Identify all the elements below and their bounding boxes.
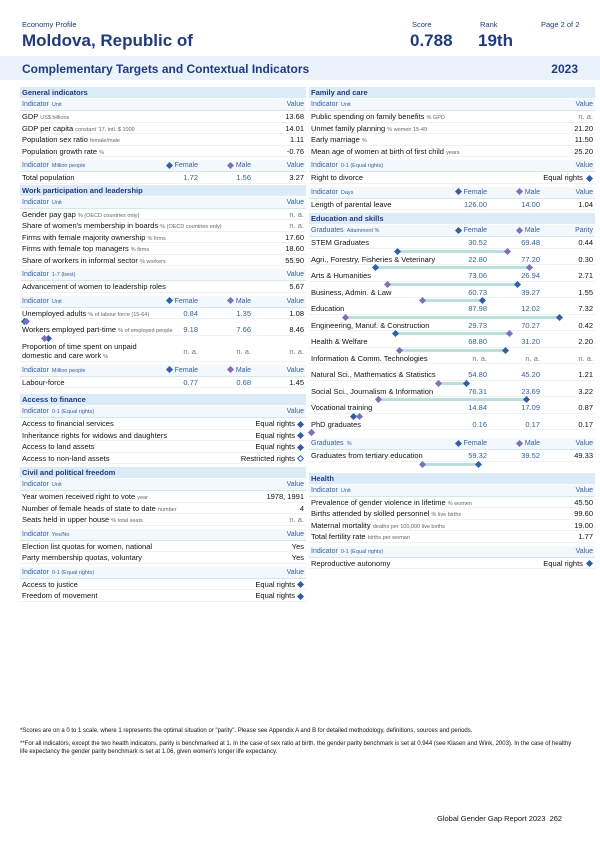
left-column	[20, 87, 306, 602]
indicator-name: PhD graduates	[311, 419, 362, 429]
indicator-value: 0.17	[578, 419, 593, 429]
indicator-value: Yes	[291, 541, 304, 551]
section-band	[0, 56, 600, 80]
indicator-unit: % (OECD countries only)	[160, 224, 222, 230]
indicator-row	[20, 123, 306, 135]
page-label: Page 2 of 2	[541, 20, 580, 29]
rights-text: Equal rights	[255, 419, 295, 428]
indicator-row	[20, 220, 306, 232]
indicator-unit: % of labour force (15-64)	[88, 311, 150, 318]
male-value: 7.66	[236, 325, 251, 334]
indicator-row	[20, 514, 306, 526]
adv-header: Indicator 1-7 (best) Value	[20, 269, 306, 281]
health-header: Indicator Unit Value	[309, 485, 595, 497]
band-year: 2023	[551, 62, 578, 76]
female-value: 9.18	[183, 325, 198, 334]
indicator-unit: % workers	[139, 258, 166, 265]
quota-header: Indicator Yes/No Value	[20, 529, 306, 541]
rights-row	[20, 590, 306, 602]
rights-row	[20, 418, 306, 430]
right-column	[309, 87, 595, 569]
indicator-name: Access to non-land assets	[22, 453, 110, 463]
indicator-value: 11.50	[574, 135, 593, 144]
health-section-title: Health	[309, 473, 595, 484]
indicator-name: Population growth rate	[22, 146, 98, 156]
indicator-value: 0.30	[578, 254, 593, 264]
indicator-row	[20, 111, 306, 123]
indicator-row	[20, 232, 306, 244]
leave-header: Indicator Days Female Male Value	[309, 187, 595, 199]
gender-bar	[395, 332, 509, 335]
indicator-value: 17.60	[285, 232, 304, 242]
male-value: 26.94	[521, 271, 540, 280]
gender-bar	[397, 250, 507, 253]
rights-row	[20, 579, 306, 591]
rights-row	[20, 430, 306, 442]
indicator-row	[309, 531, 595, 543]
male-value: 77.20	[521, 254, 540, 264]
indicator-unit: % total seats	[111, 518, 143, 524]
indicator-value: -0.76	[286, 146, 304, 156]
indicator-row	[20, 324, 306, 336]
rights-diamond-icon	[297, 592, 304, 599]
female-value: 54.80	[468, 370, 487, 379]
indicator-value: 19.00	[574, 520, 593, 530]
indicator-name: Number of female heads of state to date	[22, 503, 156, 513]
male-value: 23.69	[521, 386, 540, 396]
tertiary-row	[309, 450, 595, 462]
indicator-row	[309, 134, 595, 146]
female-value: 73.06	[468, 271, 487, 280]
indicator-value: 7.32	[578, 304, 593, 313]
indicator-name: Unmet family planning	[311, 123, 386, 133]
indicator-name: Graduates from tertiary education	[311, 451, 423, 460]
indicator-unit: %	[99, 149, 105, 156]
female-value: 29.73	[468, 320, 487, 330]
indicator-unit: female/male	[89, 138, 120, 144]
indicator-name: Natural Sci., Mathematics & Statistics	[311, 370, 436, 379]
divorce-row: Right to divorce Equal rights	[309, 172, 595, 184]
indicator-row	[20, 503, 306, 515]
indicator-name: Year women received right to vote	[22, 492, 136, 501]
gender-bar	[422, 463, 478, 466]
repro-header: Indicator 0-1 (Equal rights) Value	[309, 546, 595, 558]
indicator-name: Agri., Forestry, Fisheries & Veterinary	[311, 254, 436, 264]
indicator-row	[309, 419, 595, 431]
indicator-row	[309, 254, 595, 266]
indicator-row	[20, 491, 306, 503]
gender-bar	[422, 299, 483, 302]
indicator-value: 0.42	[578, 320, 593, 330]
indicator-value: 1978, 1991	[266, 492, 304, 501]
indicator-name: Firms with female majority ownership	[22, 232, 146, 242]
tertiary-header: Graduates % Female Male Value	[309, 438, 595, 450]
indicator-row	[20, 243, 306, 255]
indicator-value: n. a.	[289, 221, 304, 230]
indicator-value: 99.60	[574, 509, 593, 518]
indicator-unit: year	[137, 495, 148, 501]
indicator-row	[20, 552, 306, 564]
indicator-name: Freedom of movement	[22, 591, 98, 600]
indicator-name: GDP	[22, 112, 39, 121]
reproductive-autonomy-row: Reproductive autonomy Equal rights	[309, 558, 595, 570]
unemp-header: Indicator Unit Female Male Value	[20, 296, 306, 308]
rights-value	[241, 453, 304, 465]
indicator-value: 55.90	[285, 255, 304, 265]
indicator-row	[309, 336, 595, 348]
indicator-name: Share of workers in informal sector	[22, 255, 138, 265]
rights-diamond-icon	[297, 455, 304, 462]
rights-diamond-icon	[297, 581, 304, 588]
indicator-name: Public spending on family benefits	[311, 112, 425, 121]
indicator-name: Proportion of time spent on unpaid domestic and care work	[22, 341, 137, 360]
indicator-unit: deaths per 100,000 live births	[372, 523, 445, 530]
indicator-row	[309, 111, 595, 123]
indicator-value: 1.55	[578, 287, 593, 297]
profile-label: Economy Profile	[22, 20, 77, 29]
education-header: Graduates Attainment % Female Male Parity	[309, 225, 595, 237]
male-value: 69.48	[521, 238, 540, 247]
gender-bar	[345, 316, 559, 319]
female-value: 0.16	[472, 419, 487, 429]
indicator-value: 0.87	[578, 403, 593, 412]
indicator-row	[309, 146, 595, 158]
male-value: 0.17	[525, 419, 540, 429]
indicator-name: Engineering, Manuf. & Construction	[311, 320, 430, 330]
indicator-value: n. a.	[578, 353, 593, 363]
indicator-row	[309, 520, 595, 532]
indicator-value: Yes	[291, 553, 304, 562]
indicator-row	[309, 369, 595, 381]
female-value: 14.84	[468, 403, 487, 412]
indicator-unit: % women	[447, 500, 472, 507]
indicator-unit: % women 15-49	[387, 126, 428, 133]
female-value: n. a.	[183, 346, 198, 356]
indicator-name: GDP per capita	[22, 123, 74, 133]
indicator-name: Firms with female top managers	[22, 244, 129, 253]
finance-section-title: Access to finance	[20, 394, 306, 405]
indicator-unit: %	[103, 354, 109, 360]
gender-bar	[375, 266, 528, 269]
family-section-title: Family and care	[309, 87, 595, 98]
footnote-2: **For all indicators, except the two health indicators, parity is benchmarked at 1. In the case of sex ratio at birth, the gender parity benchmark is set at 0.944 (see Klasen and Wink, 2003). In the case of healthy life expectancy the gender parity benchmark is set at 1.06, given women's longer life expectancy.	[20, 741, 572, 755]
gender-bar	[378, 398, 526, 401]
indicator-value: n. a.	[578, 112, 593, 121]
family-header: Indicator Unit Value	[309, 99, 595, 111]
indicator-value: n. a.	[289, 515, 304, 524]
male-value: 39.52	[521, 451, 540, 460]
indicator-name: STEM Graduates	[311, 238, 369, 247]
male-value: 17.09	[521, 403, 540, 412]
indicator-value: 2.20	[578, 337, 593, 346]
indicator-name: Maternal mortality	[311, 520, 371, 530]
indicator-name: Population sex ratio	[22, 135, 88, 144]
indicator-value: 3.22	[578, 386, 593, 396]
indicator-name: Prevalence of gender violence in lifetime	[311, 497, 446, 507]
male-marker-icon	[308, 429, 315, 436]
indicator-name: Access to land assets	[22, 442, 95, 451]
male-value: 31.20	[521, 337, 540, 346]
indicator-name: Total fertility rate	[311, 532, 366, 541]
total-population-row: Total population 1.72 1.56 3.27	[22, 173, 304, 182]
indicator-value: 1.11	[289, 135, 304, 144]
indicator-row	[309, 237, 595, 249]
male-value: 1.35	[236, 308, 251, 318]
indicator-value: 21.20	[574, 123, 593, 133]
report-name: Global Gender Gap Report 2023 262	[437, 814, 563, 823]
parental-leave-row: Length of parental leave 126.00 14.00 1.04	[311, 199, 593, 209]
pop-header: Indicator Million people Female Male Value	[20, 160, 306, 172]
work-section-title: Work participation and leadership	[20, 185, 306, 196]
female-value: 76.31	[468, 386, 487, 396]
indicator-row	[20, 134, 306, 146]
indicator-name: Seats held in upper house	[22, 515, 110, 524]
male-value: n. a.	[236, 346, 251, 356]
indicator-row	[309, 123, 595, 135]
indicator-unit: number	[157, 506, 177, 513]
band-title: Complementary Targets and Contextual Indicators	[22, 62, 310, 76]
indicator-row	[309, 270, 595, 282]
indicator-row	[20, 341, 306, 362]
female-marker-icon	[475, 460, 482, 467]
indicator-value: 1.21	[578, 370, 593, 379]
indicator-name: Births attended by skilled personnel	[311, 509, 430, 518]
indicator-name: Early marriage	[311, 135, 360, 144]
indicator-name: Business, Admin. & Law	[311, 287, 392, 297]
indicator-value: 1.77	[578, 532, 593, 541]
indicator-name: Share of women's membership in boards	[22, 221, 159, 230]
rights-row	[20, 453, 306, 465]
indicator-value: 45.50	[574, 497, 593, 507]
footnote-1: *Scores are on a 0 to 1 scale, where 1 represents the optimal situation or "parity". Please see Appendix A and B for detailed methodology, definitions, sources and periods.	[20, 728, 473, 734]
female-value: 59.32	[468, 451, 487, 460]
female-value: 87.98	[468, 304, 487, 313]
rights-text: Equal rights	[255, 579, 295, 589]
justice-header: Indicator 0-1 (Equal rights) Value	[20, 567, 306, 579]
rights-value	[255, 590, 304, 602]
rights-diamond-icon	[297, 432, 304, 439]
indicator-name: Party membership quotas, voluntary	[22, 553, 143, 562]
male-value: 12.02	[521, 304, 540, 313]
female-value: n. a.	[472, 353, 487, 363]
indicator-value: 4	[299, 503, 304, 513]
rights-value	[255, 441, 304, 453]
indicator-value: n. a.	[289, 346, 304, 356]
indicator-unit: % firms	[130, 247, 150, 253]
indicator-unit: years	[446, 149, 460, 156]
indicator-row	[20, 146, 306, 158]
rights-value	[255, 418, 304, 430]
female-value: 60.73	[468, 287, 487, 297]
indicator-name: Social Sci., Journalism & Information	[311, 386, 434, 396]
female-value: 30.52	[468, 238, 487, 247]
indicator-value: 13.68	[285, 112, 304, 121]
male-value: 39.27	[521, 287, 540, 297]
indicator-name: Gender pay gap	[22, 209, 76, 219]
labour-force-row: Labour-force 0.77 0.68 1.45	[22, 377, 304, 387]
rights-text: Restricted rights	[240, 453, 295, 463]
indicator-name: Arts & Humanities	[311, 271, 372, 280]
rights-value	[255, 430, 304, 442]
indicator-name: Unemployed adults	[22, 308, 87, 318]
indicator-row	[20, 209, 306, 221]
rights-diamond-icon	[297, 420, 304, 427]
gender-bar	[387, 283, 517, 286]
rights-text: Equal rights	[255, 430, 295, 440]
female-value: 22.80	[468, 254, 487, 264]
indicator-row	[309, 402, 595, 414]
indicator-row	[309, 287, 595, 299]
indicator-value: 0.44	[578, 238, 593, 247]
male-value: 70.27	[521, 320, 540, 330]
civil-header: Indicator Unit Value	[20, 479, 306, 491]
indicator-name: Mean age of women at birth of first child	[311, 146, 444, 156]
gender-bar-track	[311, 462, 593, 467]
indicator-row	[309, 386, 595, 398]
indicator-name: Education	[311, 304, 345, 313]
male-value: n. a.	[525, 353, 540, 363]
labour-header: Indicator Million people Female Male Value	[20, 365, 306, 377]
indicator-row	[309, 303, 595, 315]
indicator-name: Access to justice	[22, 579, 78, 589]
rank-label: Rank	[480, 20, 498, 29]
gender-bar	[399, 349, 505, 352]
indicator-value: 2.71	[578, 271, 593, 280]
finance-header: Indicator 0-1 (Equal rights) Value	[20, 406, 306, 418]
rights-diamond-icon	[297, 443, 304, 450]
rights-row	[20, 441, 306, 453]
indicator-name: Information & Comm. Technologies	[311, 353, 428, 363]
indicator-name: Inheritance rights for widows and daughters	[22, 430, 168, 440]
score-label: Score	[412, 20, 432, 29]
rights-text: Equal rights	[255, 591, 295, 600]
indicator-unit: %	[361, 138, 367, 144]
indicator-name: Health & Welfare	[311, 337, 368, 346]
rights-text: Equal rights	[255, 442, 295, 451]
indicator-row	[309, 320, 595, 332]
rank-value: 19th	[478, 31, 513, 50]
indicator-value: 18.60	[285, 244, 304, 253]
civil-section-title: Civil and political freedom	[20, 467, 306, 478]
indicator-unit: % of employed people	[118, 328, 173, 334]
indicator-value: 14.01	[285, 123, 304, 133]
female-value: 0.84	[183, 308, 198, 318]
divorce-header: Indicator 0-1 (Equal rights) Value	[309, 160, 595, 172]
male-value: 45.20	[521, 370, 540, 379]
rights-value	[255, 579, 304, 591]
indicator-unit: % (OECD countries only)	[77, 212, 140, 219]
indicator-unit: US$ billions	[40, 115, 70, 121]
indicator-value: 25.20	[574, 146, 593, 156]
indicator-value: n. a.	[289, 209, 304, 219]
indicator-row	[309, 497, 595, 509]
indicator-row	[309, 353, 595, 365]
indicator-unit: % live births	[431, 512, 462, 518]
indicator-row	[20, 255, 306, 267]
gender-bar-track	[311, 430, 593, 435]
work-header: Indicator Unit Value	[20, 197, 306, 209]
indicator-unit: births per woman	[367, 535, 410, 541]
advancement-row: Advancement of women to leadership roles 5.67	[22, 282, 304, 291]
indicator-name: Workers employed part-time	[22, 325, 117, 334]
indicator-value: 49.33	[574, 451, 593, 460]
indicator-row	[20, 541, 306, 553]
indicator-value: 1.08	[289, 308, 304, 318]
indicator-unit: % GPD	[426, 115, 445, 121]
indicator-name: Vocational training	[311, 403, 373, 412]
score-value: 0.788	[410, 31, 453, 50]
general-section-title: General indicators	[20, 87, 306, 98]
indicator-unit: constant '17, intl. $ 1000	[75, 126, 135, 133]
education-section-title: Education and skills	[309, 213, 595, 224]
indicator-name: Access to financial services	[22, 419, 114, 428]
indicator-row	[309, 508, 595, 520]
general-header: Indicator Unit Value	[20, 99, 306, 111]
indicator-value: 8.46	[289, 325, 304, 334]
country-title: Moldova, Republic of	[22, 31, 193, 50]
indicator-name: Election list quotas for women, national	[22, 541, 153, 551]
indicator-unit: % firms	[147, 235, 166, 242]
female-value: 68.80	[468, 337, 487, 346]
indicator-row	[20, 308, 306, 320]
